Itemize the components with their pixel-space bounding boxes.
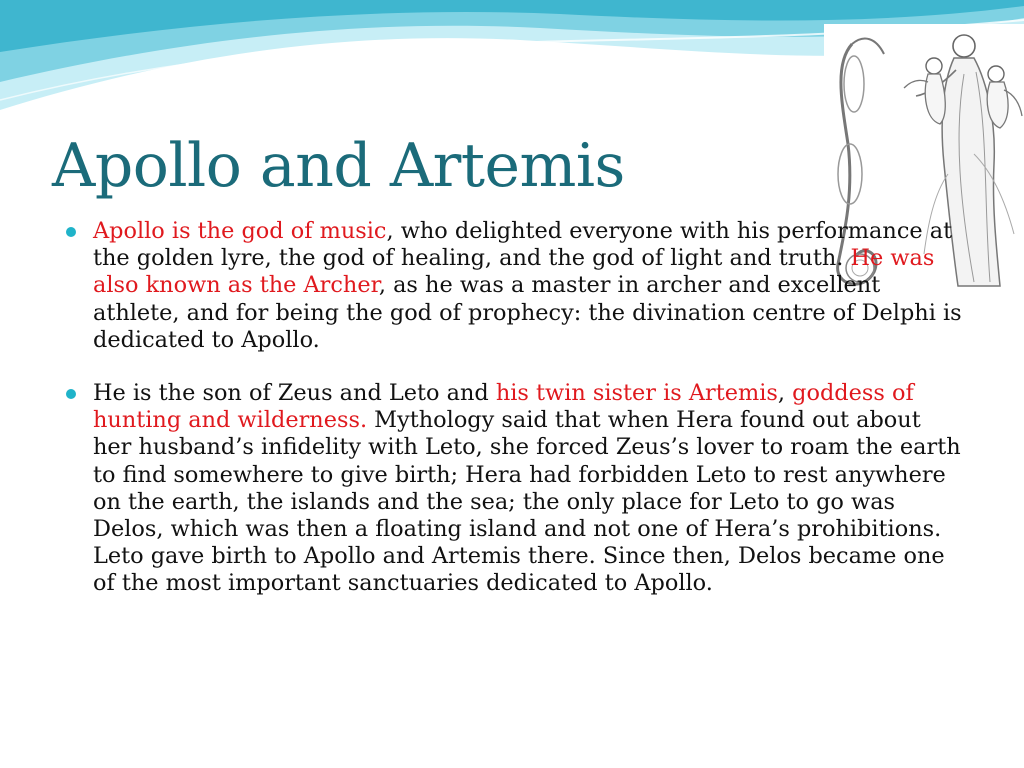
bullet-dot-icon [66, 389, 76, 399]
body-text: , who delighted everyone with his performance at the golden lyre, the god of healing, and the god of light and truth. [93, 218, 953, 272]
bullet-list [66, 218, 966, 598]
slide-title: Apollo and Artemis [52, 131, 625, 201]
bullet-dot-icon [66, 227, 76, 237]
body-text: Mythology said that when Hera found out about her husband’s infidelity with Leto, she forced Zeus’s lover to roam the earth to find somewhere to give birth; Hera had forbidden Leto to rest anywhere on the earth, the islands and the sea; the only place for Leto to go was Delos, which was then a floating island and not one of Hera’s prohibitions. Leto gave birth to Apollo and Artemis there. Since then, Delos became one of the most important sanctuaries dedicated to Apollo. [93, 407, 961, 597]
bullet-item [66, 380, 966, 598]
body-text: , [777, 380, 793, 407]
highlight-text: goddess of hunting and wilderness. [93, 380, 914, 434]
bullet-item [66, 218, 966, 354]
highlight-text: Apollo is the god of music [93, 218, 387, 244]
body-text: He is the son of Zeus and Leto and [93, 380, 496, 407]
body-text: , as he was a master in archer and excellent athlete, and for being the god of prophecy: the divination centre of Delphi is dedicated to Apollo. [93, 272, 962, 353]
highlight-text: He was also known as the Archer [93, 245, 935, 299]
highlight-text: his twin sister is Artemis [495, 380, 778, 407]
